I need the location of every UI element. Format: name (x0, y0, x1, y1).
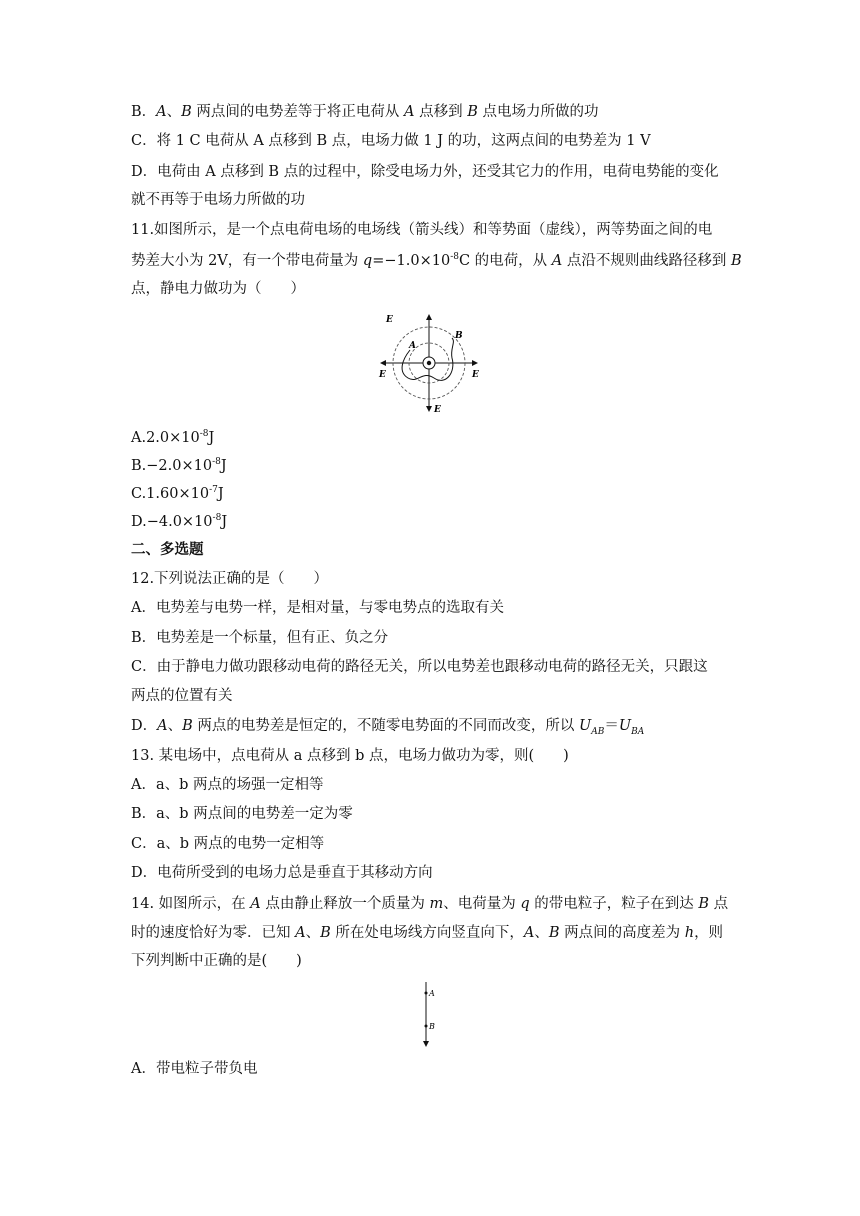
q11-option-d: $D.-4.0\times 10^{-8}J$ (131, 513, 228, 530)
q14-stem-line3: 下列判断中正确的是( ) (131, 953, 302, 969)
q10-option-d-line2: 就不再等于电场力所做的功 (131, 192, 305, 208)
q10-option-b: B．A、B 两点间的电势差等于将正电荷从 A 点移到 B 点电场力所做的功 (131, 104, 599, 120)
q11-option-a: $A.2.0\times 10^{-8}J$ (131, 429, 215, 446)
q12-option-a: A．电势差与电势一样，是相对量，与零电势点的选取有关 (131, 600, 504, 616)
q12-option-b: B．电势差是一个标量，但有正、负之分 (131, 630, 389, 646)
q13-stem: 13. 某电场中，点电荷从 a 点移到 b 点，电场力做功为零，则( ) (131, 748, 569, 764)
q12-option-c-line2: 两点的位置有关 (131, 688, 233, 704)
q12-option-c-line1: C．由于静电力做功跟移动电荷的路径无关，所以电势差也跟移动电荷的路径无关，只跟这 (131, 659, 708, 675)
q11-stem-line3: 点，静电力做功为（ ） (131, 281, 305, 297)
q13-option-c: C．a、b 两点的电势一定相等 (131, 836, 325, 852)
label-b: B (429, 1022, 435, 1031)
label-e-bottom: E (434, 405, 441, 415)
point-b (425, 1025, 428, 1028)
q11-option-b: $B.-2.0\times 10^{-8}J$ (131, 457, 227, 474)
q14-stem-line1: 14. 如图所示，在 A 点由静止释放一个质量为 m、电荷量为 q 的带电粒子，粒子在到达 B 点 (131, 896, 729, 912)
label-point-a: A (409, 341, 416, 351)
q12-stem: 12.下列说法正确的是（ ） (131, 571, 329, 587)
q13-option-d: D．电荷所受到的电场力总是垂直于其移动方向 (131, 865, 433, 881)
point-charge-field-diagram (372, 308, 488, 418)
q14-stem-line2: 时的速度恰好为零．已知 A、B 所在处电场线方向竖直向下，A、B 两点间的高度差为 h，则 (131, 925, 724, 941)
q12-option-d: D．A、B 两点的电势差是恒定的，不随零电势面的不同而改变，所以 $U_{AB}=U_{BA}$ (131, 718, 645, 737)
label-e-left: E (379, 370, 386, 380)
q13-option-a: A．a、b 两点的场强一定相等 (131, 777, 324, 793)
label-point-b: B (455, 331, 463, 341)
q11-stem-line2: 势差大小为 2V，有一个带电荷量为 $q=-1.0\times 10^{-8}C$ 的电荷，从 A 点沿不规则曲线路径移到 B (131, 252, 742, 269)
label-a: A (429, 989, 435, 998)
point-a (425, 992, 428, 995)
q14-option-a: A．带电粒子带负电 (131, 1061, 258, 1077)
q11-stem-line1: 11.如图所示，是一个点电荷电场的电场线（箭头线）和等势面（虚线），两等势面之间的电 (131, 222, 713, 238)
q10-option-c: C．将 1 C 电荷从 A 点移到 B 点，电场力做 1 J 的功，这两点间的电势差为 1 V (131, 133, 651, 149)
label-e-right: E (472, 370, 479, 380)
q10-option-d-line1: D．电荷由 A 点移到 B 点的过程中，除受电场力外，还受其它力的作用，电荷电势能的变化 (131, 164, 719, 180)
q11-option-c: $C.1.60\times 10^{-7}J$ (131, 485, 224, 502)
label-e-top: E (386, 315, 393, 325)
section-heading-multiple-choice: 二、多选题 (131, 541, 204, 558)
q13-option-b: B．a、b 两点间的电势差一定为零 (131, 806, 353, 822)
vertical-field-line-diagram (418, 980, 442, 1050)
